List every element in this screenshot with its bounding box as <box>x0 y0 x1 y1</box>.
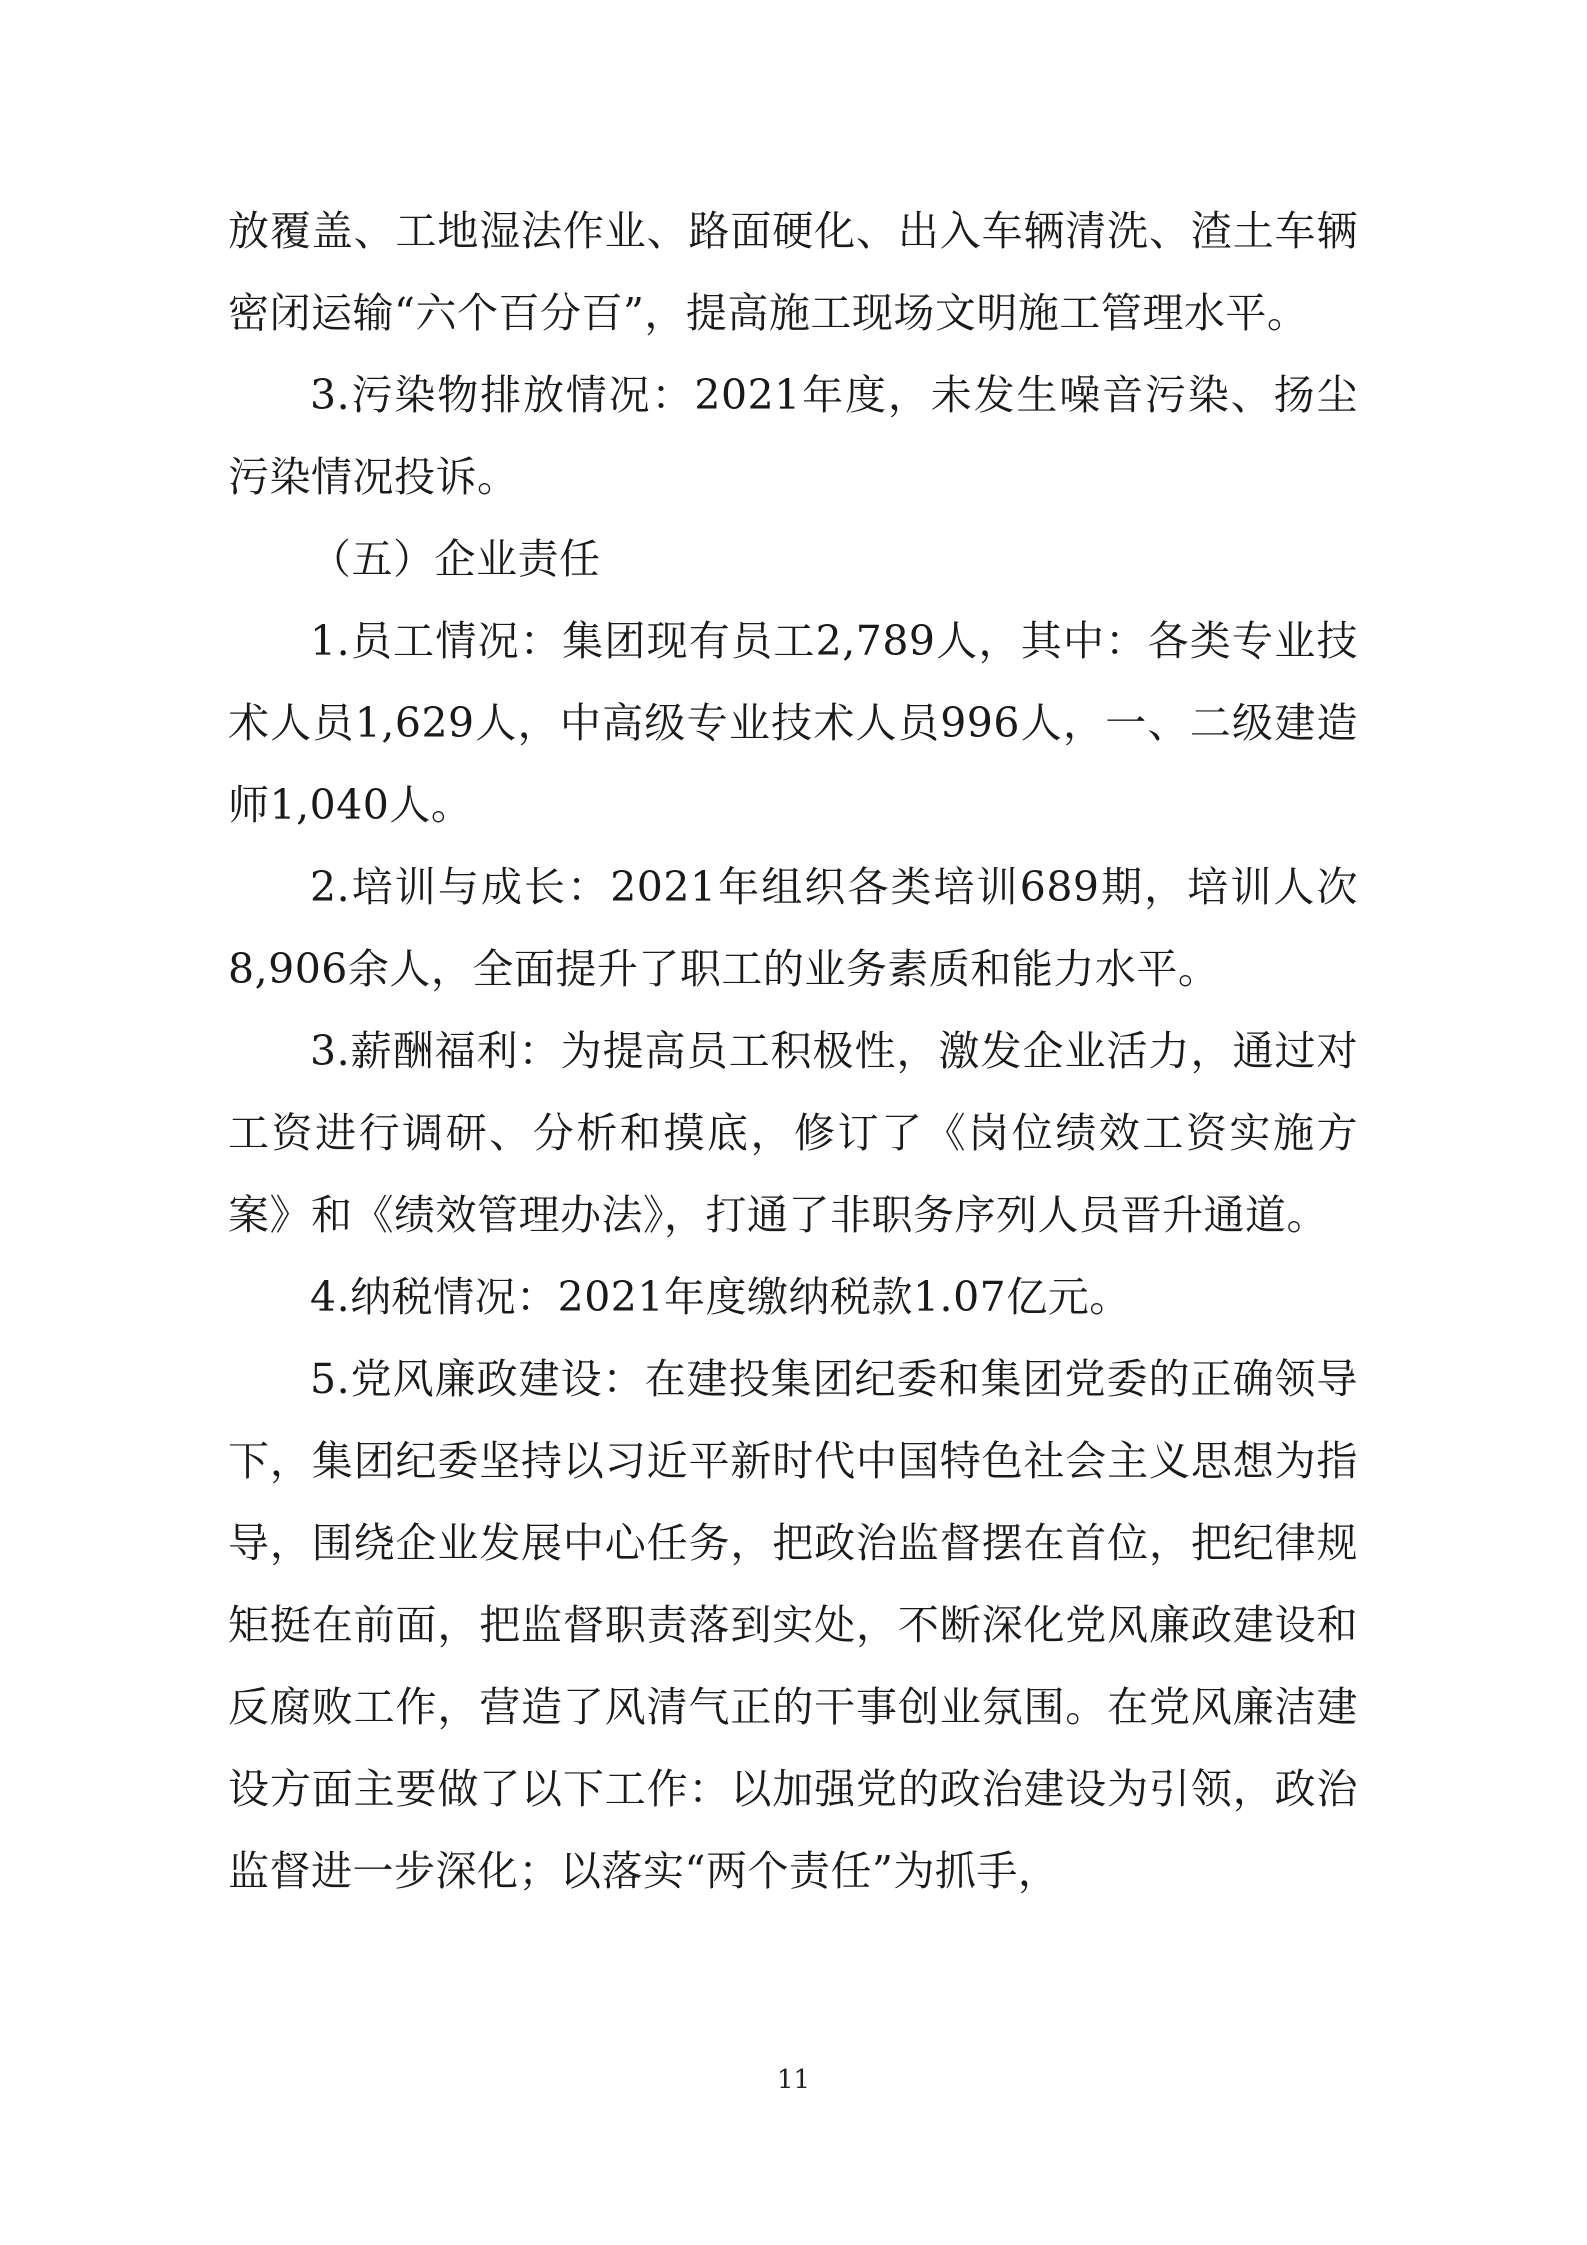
paragraph-training-growth: 2.培训与成长：2021年组织各类培训689期，培训人次8,906余人，全面提升了职工的业务素质和能力水平。 <box>228 863 1358 993</box>
page-body-text <box>228 190 1358 1912</box>
paragraph-compensation-benefits: 3.薪酬福利：为提高员工积极性，激发企业活力，通过对工资进行调研、分析和摸底，修订了《岗位绩效工资实施方案》和《绩效管理办法》，打通了非职务序列人员晋升通道。 <box>228 1027 1358 1239</box>
paragraph-party-discipline-construction: 5.党风廉政建设：在建投集团纪委和集团党委的正确领导下，集团纪委坚持以习近平新时代中国特色社会主义思想为指导，围绕企业发展中心任务，把政治监督摆在首位，把纪律规矩挺在前面，把监督职责落到实处，不断深化党风廉政建设和反腐败工作，营造了风清气正的干事创业氛围。在党风廉洁建设方面主要做了以下工作：以加强党的政治建设为引领，政治监督进一步深化；以落实“两个责任”为抓手， <box>228 1355 1358 1895</box>
page-number: 11 <box>776 2065 811 2095</box>
paragraph-tax-payment: 4.纳税情况：2021年度缴纳税款1.07亿元。 <box>310 1273 1131 1321</box>
paragraph-dust-control-continued: 放覆盖、工地湿法作业、路面硬化、出入车辆清洗、渣土车辆密闭运输“六个百分百”，提高施工现场文明施工管理水平。 <box>228 207 1358 337</box>
paragraph-pollutant-emission: 3.污染物排放情况：2021年度，未发生噪音污染、扬尘污染情况投诉。 <box>228 371 1358 501</box>
section-heading-enterprise-responsibility: （五）企业责任 <box>310 535 601 583</box>
paragraph-employee-status: 1.员工情况：集团现有员工2,789人，其中：各类专业技术人员1,629人，中高级专业技术人员996人，一、二级建造师1,040人。 <box>228 617 1358 829</box>
